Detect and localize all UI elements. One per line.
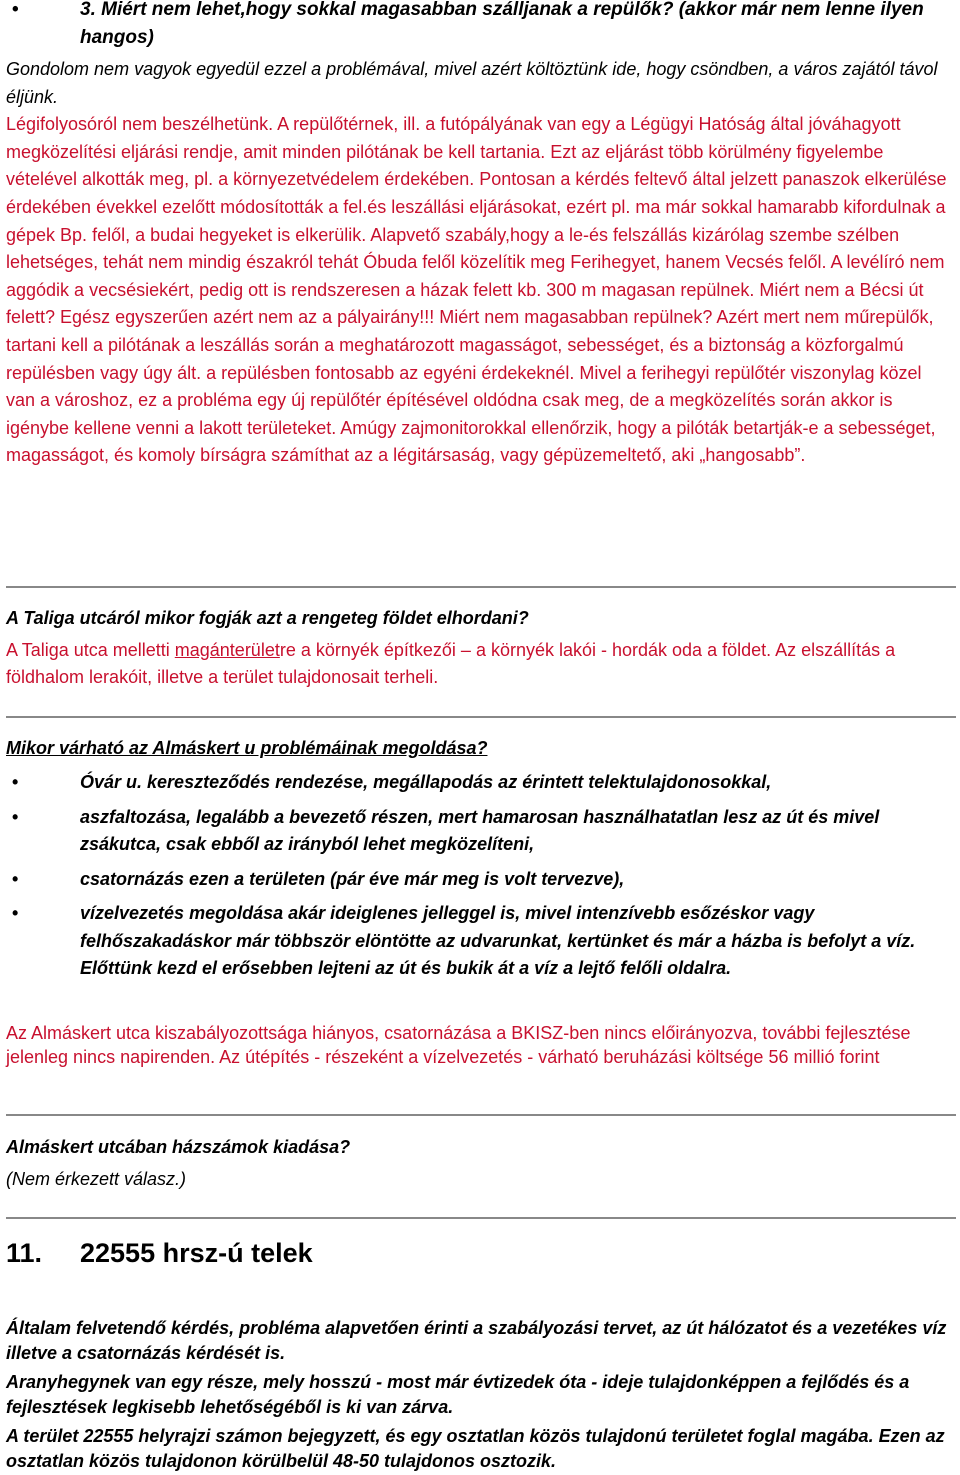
almaskert-answer: Az Almáskert utca kiszabályozottsága hiányos, csatornázása a BKISZ-ben nincs előirányozva, további fejlesztése jelenleg nincs napirenden. Az útépítés - részeként a vízelvezetés - várható beruházási költsége 56 millió forint [6, 1023, 911, 1067]
list-item: • aszfaltozása, legalább a bevezető részen, mert hamarosan használhatatlan lesz az út és mivel zsákutca, csak ebből az irányból lehet megközelíteni, [6, 804, 954, 859]
bullet-icon: • [12, 0, 19, 20]
section-11-paragraph-3: A terület 22555 helyrajzi számon bejegyzett, és egy osztatlan közös tulajdonú területet foglal magába. Ezen az osztatlan közös tulajdonon körülbelül 48-50 tulajdonos osztozik. [6, 1426, 945, 1471]
list-item: • Óvár u. kereszteződés rendezése, megállapodás az érintett telektulajdonosokkal, [6, 769, 954, 797]
section-11-paragraph-2: Aranyhegynek van egy része, mely hosszú - most már évtizedek óta - ideje tulajdonképpen a fejlődés és a fejlesztések legkisebb lehetőségéből is ki van zárva. [6, 1372, 910, 1417]
divider-1 [6, 586, 956, 588]
divider-4 [6, 1217, 956, 1219]
list-item: • vízelvezetés megoldása akár ideiglenes jelleggel is, mivel intenzívebb esőzéskor vagy felhőszakadáskor már többször elöntötte az udvarunkat, kertünket és már a házba is befolyt a víz. Előttünk kezd el erősebben lejteni az út és bukik át a víz a lejtő felőli oldalra. [6, 900, 954, 983]
taliga-question: A Taliga utcáról mikor fogják azt a rengeteg földet elhordani? [6, 608, 529, 628]
section-11-heading [6, 1233, 956, 1273]
airport-answer-text: Légifolyosóról nem beszélhetünk. A repülőtérnek, ill. a futópályának van egy a Légügyi Hatóság által jóváhagyott megközelítési eljárási rendje, amit minden pilótának be kell tartania. Ezt az eljárást több körülmény figyelembe vételével alkották meg, pl. a környezetvédelem érdekében. Pontosan a kérdés feltevő által jelzett panaszok elkerülése érdekében évekkel ezelőtt módosították a fel.és leszállási eljárásokat, ezért pl. ma már sokkal hamarabb kifordulnak a gépek Bp. felől, a budai hegyeket is elkerülik. Alapvető szabály,hogy a le-és felszállás kizárólag szembe szélben lehetséges, tehát nem mindig északról tehát Óbuda felől közelítik meg Ferihegyet, hanem Vecsés felől. A levélíró nem aggódik a vecsésiekért, pedig ott is rendszeresen a házak felett kb. 300 m magasan repülnek. Miért nem a Bécsi út felett? Egész egyszerűen azért nem az a pályairány!!! Miért nem magasabban repülnek? Azért mert nem műrepülők, tartani kell a pilótának a leszállás során a meghatározott magasságot, sebességet, és a biztonság a közforgalmú repülésben vagy úgy ált. a repülésben fontosabb az egyéni érdekeknél. Mivel a ferihegyi repülőtér viszonylag közel van a városhoz, ez a probléma egy új repülőtér építésével oldódna csak meg, de a megközelítés során akkor is igénybe kellene venni a lakott területeket. Amúgy zajmonitorokkal ellenőrzik, hogy a pilóták betartják-e a sebességet, magasságot, és komoly bírságra számíthat az a légitársaság, vagy gépüzemeltető, aki „hangosabb”. [6, 114, 947, 466]
question-text: 3. Miért nem lehet,hogy sokkal magasabban szálljanak a repülők? (akkor már nem lenne ilyen hangos) [80, 0, 924, 48]
section-number: 11. [6, 1238, 43, 1268]
taliga-answer: A Taliga utca melletti magánterületre a környék építkezői – a környék lakói - hordák oda a földet. Az elszállítás a földhalom lerakóit, illetve a terület tulajdonosait terheli. [6, 640, 896, 687]
intro-paragraph [6, 56, 954, 470]
underlined-term: magánterület [174, 640, 280, 660]
list-item: • csatornázás ezen a területen (pár éve már meg is volt tervezve), [6, 866, 954, 894]
intro-lead-text: Gondolom nem vagyok egyedül ezzel a problémával, mivel azért költöztünk ide, hogy csöndben, a város zajától távol éljünk. [6, 59, 938, 107]
hazszamok-question: Almáskert utcában házszámok kiadása? [6, 1137, 351, 1157]
divider-3 [6, 1114, 956, 1116]
section-11-paragraph-1: Általam felvetendő kérdés, probléma alapvetően érinti a szabályozási tervet, az út hálózatot és a vezetékes víz illetve a csatornázás kérdését is. [6, 1318, 947, 1363]
question-list [6, 0, 956, 52]
bullet-icon: • [12, 772, 19, 792]
hazszamok-answer: (Nem érkezett válasz.) [6, 1169, 187, 1189]
almaskert-question: Mikor várható az Almáskert u problémáinak megoldása? [6, 738, 488, 758]
divider-2 [6, 716, 956, 718]
bullet-icon: • [12, 868, 19, 889]
bullet-icon: • [12, 806, 19, 827]
question-item-3 [6, 0, 956, 52]
section-title: 22555 hrsz-ú telek [80, 1238, 313, 1268]
almaskert-bullet-list [6, 769, 954, 983]
bullet-icon: • [12, 903, 19, 923]
